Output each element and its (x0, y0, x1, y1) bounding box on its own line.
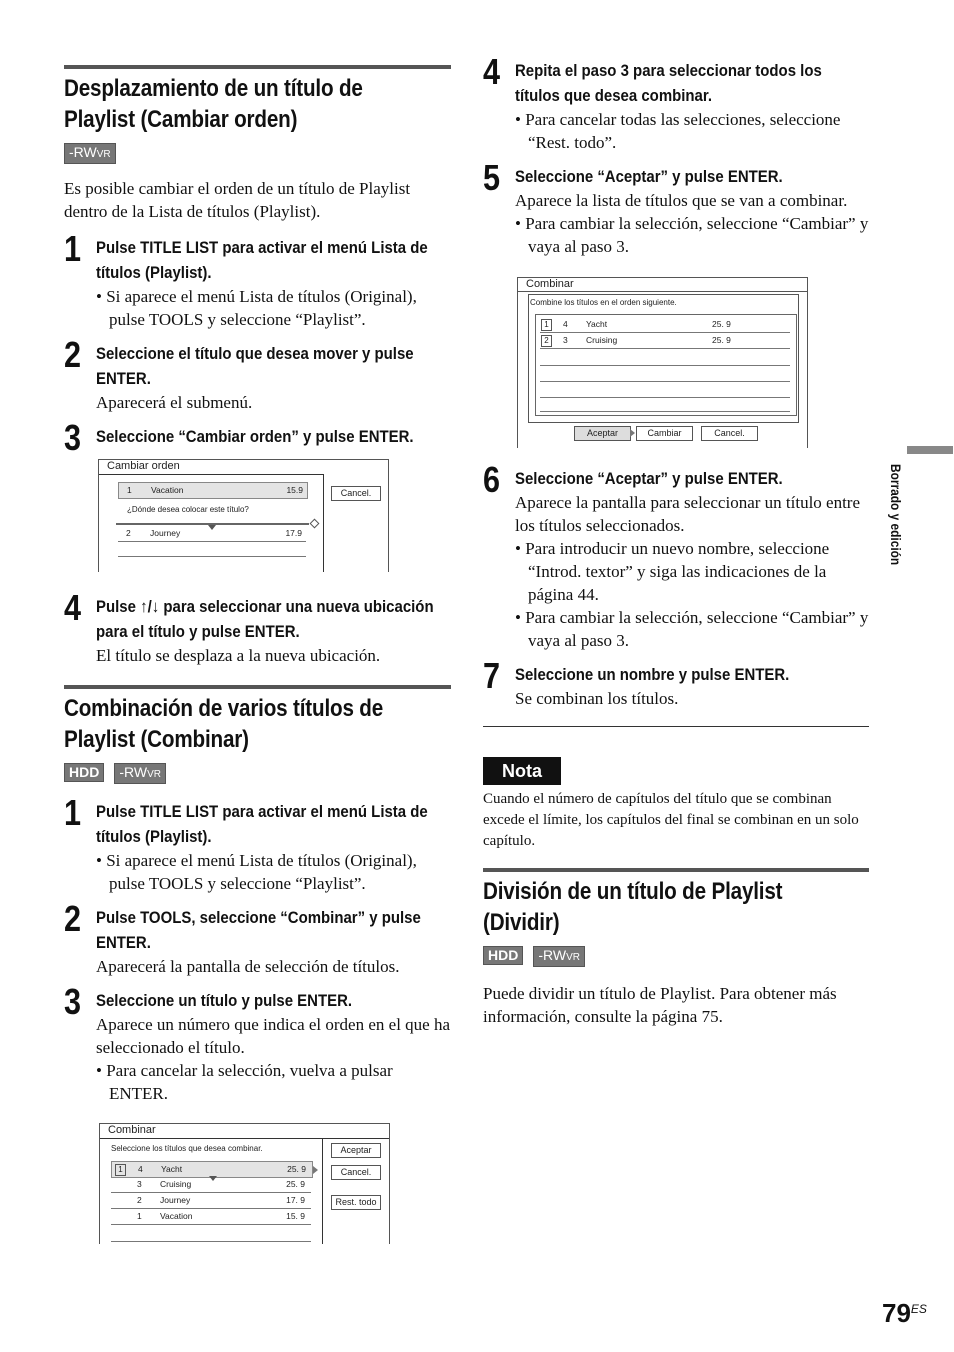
table-row[interactable]: 1 4 Yacht 25. 9 (540, 317, 790, 333)
section-dividir (483, 868, 869, 1028)
screen-cambiar-orden (98, 459, 389, 572)
step-6: 6 Seleccione “Aceptar” y pulse ENTER. Aparece la pantalla para seleccionar un título entre los títulos seleccionados. • Para introducir un nuevo nombre, seleccione “Introd. textor” y siga las indicaciones de la página 44. • Para cambiar la selección, seleccione “Cambiar” y vaya al paso 3. (483, 459, 869, 650)
step-5: 5 Seleccione “Aceptar” y pulse ENTER. Aparece la lista de títulos que se van a combinar. • Para cambiar la selección, seleccione “Cambiar” y vaya al paso 3. (483, 157, 869, 256)
change-button[interactable]: Cambiar (636, 426, 693, 441)
button-right-marker-icon (630, 429, 635, 437)
empty-row-line (540, 411, 790, 412)
screen-combinar-select (99, 1123, 390, 1244)
section-intro: Es posible cambiar el orden de un título de Playlist dentro de la Lista de títulos (Playlist). (64, 179, 411, 221)
prompt-text: Seleccione los títulos que desea combinar. (111, 1144, 263, 1153)
section-title: Desplazamiento de un título de Playlist (Cambiar orden) (64, 75, 363, 133)
step-2: 2 Pulse TOOLS, seleccione “Combinar” y pulse ENTER. Aparecerá la pantalla de selección de títulos. (64, 898, 421, 976)
left-column (64, 65, 451, 1244)
section-title: Combinación de varios títulos de Playlist (Combinar) (64, 695, 384, 753)
section-combinar (64, 685, 451, 1244)
screen-combinar-confirm (517, 277, 808, 448)
page-number: $79^{ES}$ (882, 1298, 927, 1328)
table-row[interactable]: 1 Vacation 15. 9 (111, 1209, 311, 1225)
section-cambiar-orden (64, 65, 451, 667)
cancel-button[interactable]: Cancel. (331, 486, 381, 501)
prompt-text: Combine los títulos en el orden siguiente. (530, 298, 677, 307)
table-row[interactable]: 3 Cruising 25. 9 (111, 1177, 311, 1193)
row-journey[interactable]: 2 Journey 17.9 (118, 526, 306, 542)
screen-header: Combinar (518, 278, 807, 292)
step-1: 1 Pulse TITLE LIST para activar el menú Lista de títulos (Playlist). • Si aparece el menú Lista de títulos (Original), pulse TOOLS y seleccione “Playlist”. (64, 792, 428, 893)
reset-all-button[interactable]: Rest. todo (331, 1195, 381, 1210)
side-tab-marker (907, 446, 953, 454)
empty-row-line (111, 1241, 311, 1242)
cancel-button[interactable]: Cancel. (331, 1165, 381, 1180)
section-text: Puede dividir un título de Playlist. Para obtener más información, consulte la página 75. (483, 984, 837, 1026)
table-row[interactable]: 1 4 Yacht 25. 9 (111, 1161, 313, 1178)
badge-rw-vr: -RWVR (114, 763, 166, 784)
step-2: 2 Seleccione el título que desea mover y pulse ENTER. Aparecerá el submenú. (64, 334, 414, 412)
right-column (483, 52, 869, 1028)
inner-panel (528, 294, 799, 423)
media-badges (64, 763, 451, 783)
row-right-marker-icon (313, 1166, 318, 1174)
side-section-label: Borrado y edición (888, 464, 904, 566)
nota-rule (483, 726, 869, 727)
section-rule (483, 868, 869, 872)
badge-hdd: HDD (483, 946, 523, 965)
section-rule (64, 685, 451, 689)
accept-button[interactable]: Aceptar (574, 426, 631, 441)
empty-row-line (540, 381, 790, 382)
badge-hdd: HDD (64, 763, 104, 782)
empty-row-line (118, 556, 306, 557)
table-row[interactable]: 2 3 Cruising 25. 9 (540, 333, 790, 349)
up-down-arrow-icon: ↑/↓ (140, 597, 160, 616)
empty-row-line (540, 365, 790, 366)
nota-text: Cuando el número de capítulos del título que se combinan excede el límite, los capítulos del final se combinan en un solo capítulo. (483, 791, 859, 849)
step-3: 3 Seleccione “Cambiar orden” y pulse ENTER. (64, 417, 414, 458)
cancel-button[interactable]: Cancel. (701, 426, 758, 441)
step-3: 3 Seleccione un título y pulse ENTER. Aparece un número que indica el orden en el que ha seleccionado el título. • Para cancelar la selección, vuelva a pulsar ENTER. (64, 981, 451, 1103)
insert-right-marker-icon (310, 519, 320, 529)
screen-header: Cambiar orden (107, 460, 180, 472)
nota-label: Nota (483, 757, 561, 785)
row-vacation[interactable]: 1 Vacation 15.9 (118, 482, 308, 499)
list-box (535, 314, 797, 416)
nota-box (483, 757, 869, 852)
section-title: División de un título de Playlist (Dividir) (483, 878, 783, 936)
step-4: 4 Repita el paso 3 para seleccionar todos los títulos que desea combinar. • Para cancelar todas las selecciones, seleccione “Rest. todo”. (483, 51, 841, 152)
step-7: 7 Seleccione un nombre y pulse ENTER. Se combinan los títulos. (483, 655, 790, 708)
media-badges (64, 143, 451, 163)
empty-row-line (540, 397, 790, 398)
accept-button[interactable]: Aceptar (331, 1143, 381, 1158)
section-rule (64, 65, 451, 69)
step-4: 4 Pulse ↑/↓ para seleccionar una nueva ubicación para el título y pulse ENTER. El título se desplaza a la nueva ubicación. (64, 587, 434, 665)
step-1: 1 Pulse TITLE LIST para activar el menú Lista de títulos (Playlist). • Si aparece el menú Lista de títulos (Original), pulse TOOLS y seleccione “Playlist”. (64, 228, 428, 329)
question-text: ¿Dónde desea colocar este título? (127, 505, 249, 514)
badge-rw-vr: -RWVR (64, 143, 116, 164)
badge-rw-vr: -RWVR (533, 946, 585, 967)
media-badges (483, 946, 869, 966)
table-row[interactable]: 2 Journey 17. 9 (111, 1193, 311, 1209)
screen-header: Combinar (108, 1124, 156, 1136)
